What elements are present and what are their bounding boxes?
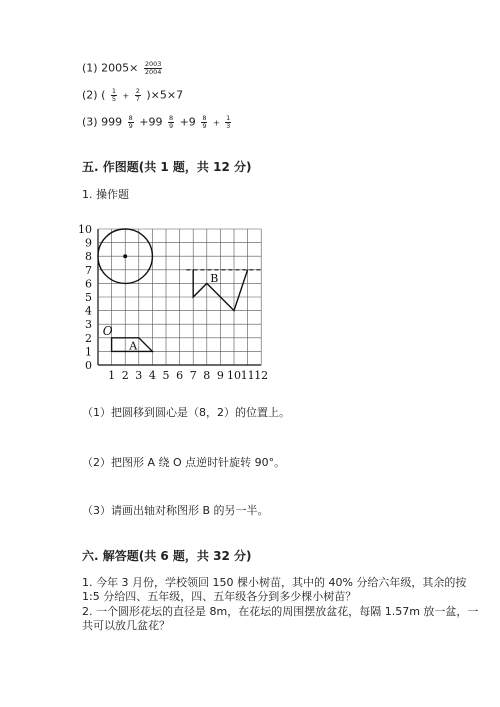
- q2-f2-den: 7: [135, 95, 140, 103]
- y-tick-label: 5: [85, 291, 92, 304]
- shape-a-label: A: [129, 339, 138, 353]
- section6-line-4: 共可以放几盆花？: [82, 619, 170, 632]
- x-tick-label: 5: [162, 369, 170, 382]
- shape-b-label: B: [210, 272, 219, 286]
- q3-frac-b-den: 9: [168, 122, 174, 130]
- q1-fraction: [144, 61, 163, 76]
- y-tick-label: 10: [78, 223, 92, 236]
- q3-frac-a: [128, 115, 134, 130]
- calc-q3: [82, 115, 233, 130]
- y-tick-label: 8: [85, 250, 92, 264]
- q3-frac-d-num: 1: [226, 114, 231, 122]
- coordinate-grid: [70, 215, 285, 390]
- section6-line-2: 1:5 分给四、五年级，四、五年级各分到多少棵小树苗？: [82, 590, 357, 603]
- x-tick-label: 2: [121, 369, 129, 382]
- q2-f1-num: 1: [111, 87, 117, 95]
- q2-fraction-2: [135, 88, 141, 103]
- x-tick-label: 10: [227, 369, 241, 382]
- y-tick-label: 6: [85, 277, 92, 291]
- q2-f2-num: 2: [135, 87, 140, 95]
- y-tick-label: 3: [85, 318, 92, 332]
- q3-frac-b: [168, 115, 174, 130]
- section6-line-3: 2. 一个圆形花坛的直径是 8m，在花坛的周围摆放盆花，每隔 1.57m 放一盆，一: [82, 605, 479, 618]
- origin-label: 0: [85, 359, 92, 372]
- x-tick-label: 7: [189, 369, 197, 382]
- q3-frac-d: [225, 115, 231, 130]
- q3-b: +99: [139, 115, 163, 129]
- y-tick-label: 7: [85, 263, 92, 277]
- section6-heading: 六. 解答题(共 6 题，共 32 分): [82, 549, 252, 563]
- q3-a: 999: [101, 115, 123, 129]
- q2-fraction-1: [111, 88, 117, 103]
- q3-frac-c-den: 9: [202, 122, 207, 130]
- y-tick-label: 2: [85, 331, 92, 345]
- q2-plus: +: [122, 91, 130, 101]
- circle-center-dot: [123, 254, 127, 258]
- x-tick-label: 3: [135, 369, 143, 382]
- section5-heading: 五. 作图题(共 1 题，共 12 分): [82, 160, 252, 174]
- q3-frac-c-num: 8: [202, 114, 207, 122]
- tick-labels: [78, 223, 268, 382]
- q3-frac-d-den: 3: [226, 122, 231, 130]
- y-tick-label: 1: [85, 345, 92, 359]
- grid-lines: [98, 229, 261, 365]
- y-tick-label: 9: [85, 236, 92, 250]
- section6-line-1: 1. 今年 3 月份，学校领回 150 棵小树苗，其中的 40% 分给六年级，其余的按: [82, 576, 467, 589]
- q3-frac-b-num: 8: [168, 114, 174, 122]
- x-tick-label: 4: [148, 369, 156, 382]
- point-o-label: O: [102, 324, 113, 339]
- x-tick-label: 12: [254, 369, 269, 382]
- q3-frac-a-num: 8: [128, 114, 133, 122]
- q2-open: (: [101, 88, 106, 102]
- q3-frac-c: [201, 115, 207, 130]
- section5-subheading: 1. 操作题: [82, 188, 129, 201]
- x-tick-label: 8: [203, 369, 211, 382]
- q3-plus: +: [212, 118, 220, 128]
- q3-frac-a-den: 9: [128, 122, 133, 130]
- q2-f1-den: 5: [111, 95, 117, 103]
- section5-item-3: （3）请画出轴对称图形 B 的另一半。: [82, 504, 269, 517]
- x-tick-label: 9: [216, 369, 224, 382]
- x-tick-label: 6: [176, 369, 184, 382]
- x-tick-label: 11: [240, 369, 255, 382]
- calc-q2: [82, 88, 183, 103]
- q1-frac-num: 2003: [144, 60, 162, 68]
- q3-label: (3): [82, 115, 98, 129]
- q2-label: (2): [82, 88, 98, 102]
- q1-lead: 2005×: [101, 61, 139, 75]
- calc-q1: [82, 61, 164, 76]
- section5-item-1: （1）把圆移到圆心是（8，2）的位置上。: [82, 406, 290, 419]
- q1-label: (1): [82, 61, 98, 75]
- section5-item-2: （2）把图形 A 绕 O 点逆时针旋转 90°。: [82, 456, 286, 469]
- q2-tail: )×5×7: [146, 88, 184, 102]
- x-tick-label: 1: [108, 369, 116, 382]
- q1-frac-den: 2004: [144, 68, 162, 76]
- y-tick-label: 4: [85, 304, 92, 318]
- q3-c: +9: [179, 115, 196, 129]
